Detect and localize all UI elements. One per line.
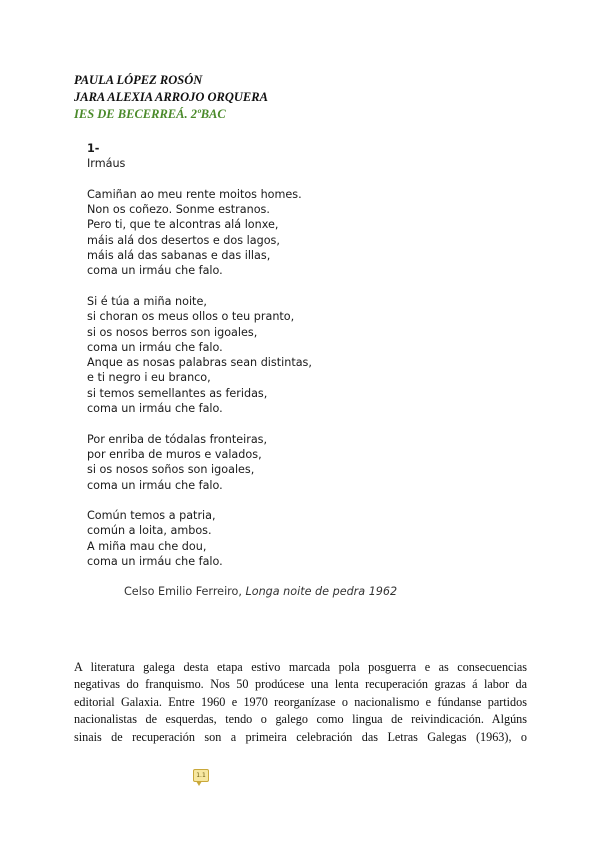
poem-line: coma un irmáu che falo.	[87, 555, 223, 569]
poem-line: si os nosos berros son igoales,	[87, 325, 258, 339]
school-line: IES DE BECERREÁ. 2ºBAC	[74, 107, 226, 121]
paragraph-line: nacionalistas de esquerdas, tendo o galego como lingua de reivindicación. Algúns	[74, 712, 527, 727]
poem	[87, 141, 312, 569]
poem-stanza-2	[87, 294, 312, 416]
comment-label: 1.1	[196, 772, 206, 779]
paragraph-line: A literatura galega desta etapa estivo marcada pola posguerra e as consecuencias	[74, 660, 527, 674]
poem-line: si choran os meus ollos o teu pranto,	[87, 310, 295, 324]
credit-author: Celso Emilio Ferreiro,	[124, 585, 246, 598]
credit-book: Longa noite de pedra 1962	[245, 585, 398, 598]
body-paragraph	[74, 659, 527, 746]
poem-line: si os nosos soños son igoales,	[87, 463, 255, 477]
poem-line: Común temos a patria,	[87, 509, 216, 523]
poem-line: e ti negro i eu branco,	[87, 371, 211, 385]
poem-line: por enriba de muros e valados,	[87, 447, 262, 461]
author-name-2: JARA ALEXIA ARROJO ORQUERA	[74, 90, 268, 104]
poem-stanza-3	[87, 432, 312, 493]
poem-credit	[124, 585, 397, 598]
author-name-1: PAULA LÓPEZ ROSÓN	[74, 73, 203, 87]
paragraph-line: editorial Galaxia. Entre 1960 e 1970 reorganízase o nacionalismo e fúndanse partidos	[74, 694, 527, 709]
poem-line: A miña mau che dou,	[87, 539, 207, 553]
poem-line: Por enriba de tódalas fronteiras,	[87, 432, 268, 446]
poem-line: coma un irmáu che falo.	[87, 264, 223, 278]
poem-line: Anque as nosas palabras sean distintas,	[87, 356, 312, 370]
poem-line: común a loita, ambos.	[87, 524, 212, 538]
poem-line: Pero ti, que te alcontras alá lonxe,	[87, 218, 279, 232]
poem-number: 1-	[87, 142, 100, 155]
paragraph-line: sinais de recuperación son a primeira celebración das Letras Galegas (1963), o	[74, 729, 527, 744]
poem-title: Irmáus	[87, 157, 126, 171]
paragraph-line: negativas do franquismo. Nos 50 prodúcese una lenta recuperación grazas á labor da	[74, 677, 527, 692]
poem-stanza-4	[87, 508, 312, 569]
poem-line: Non os coñezo. Sonme estranos.	[87, 203, 270, 217]
document-header	[74, 72, 268, 123]
comment-icon[interactable]	[193, 769, 209, 782]
poem-line: coma un irmáu che falo.	[87, 402, 223, 416]
poem-stanza-1	[87, 187, 312, 279]
poem-line: coma un irmáu che falo.	[87, 478, 223, 492]
poem-line: coma un irmáu che falo.	[87, 340, 223, 354]
poem-line: máis alá das sabanas e das illas,	[87, 249, 271, 263]
poem-line: Camiñan ao meu rente moitos homes.	[87, 187, 302, 201]
poem-line: Si é túa a miña noite,	[87, 294, 207, 308]
poem-line: máis alá dos desertos e dos lagos,	[87, 233, 280, 247]
poem-line: si temos semellantes as feridas,	[87, 386, 268, 400]
